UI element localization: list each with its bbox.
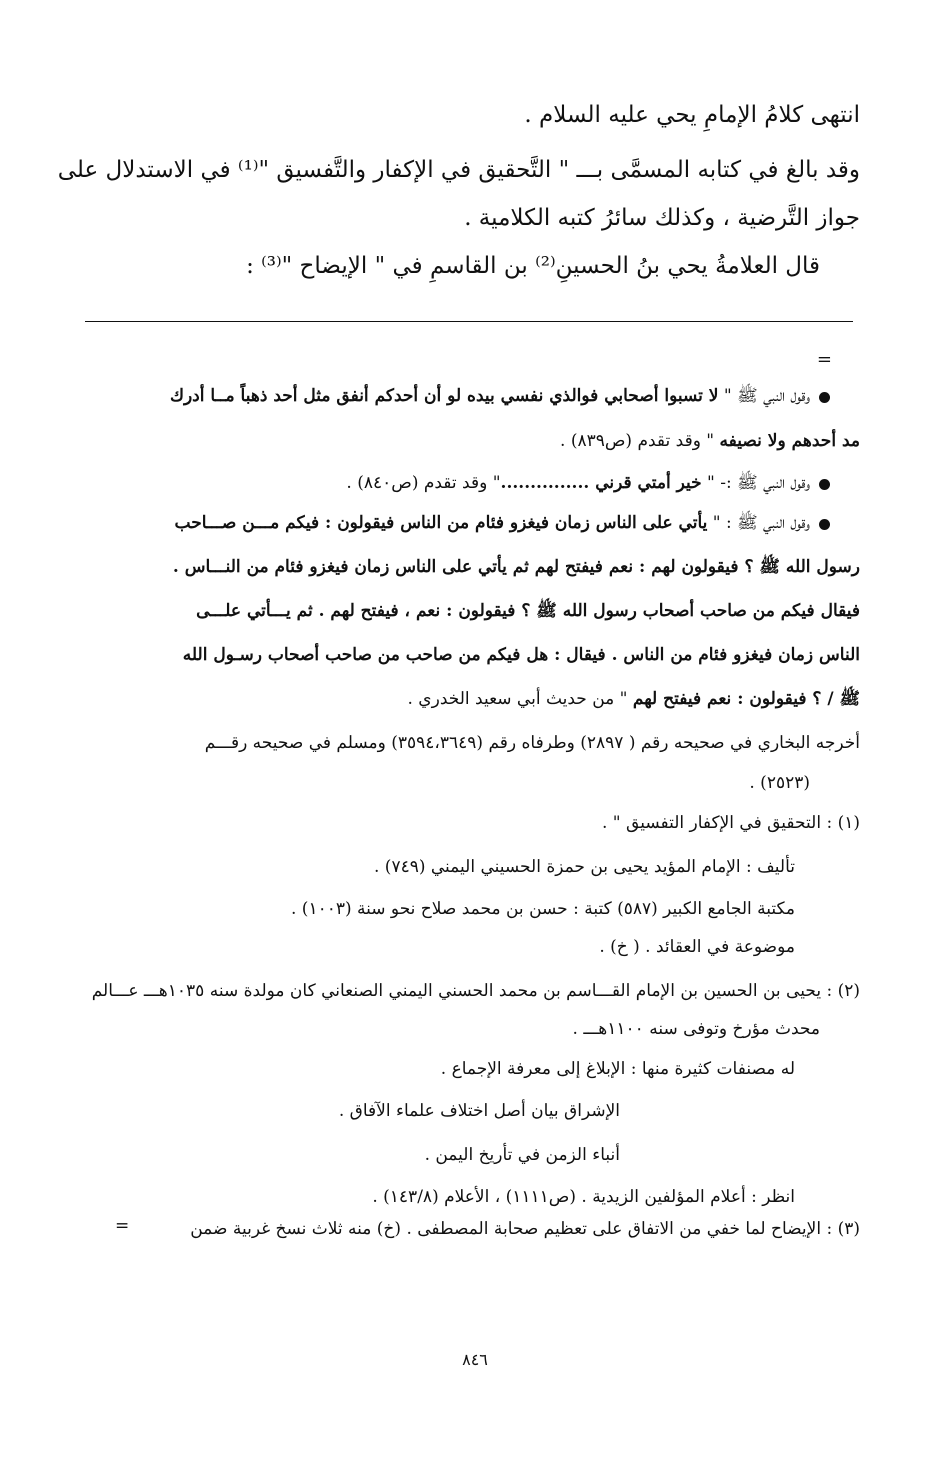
- bullet-icon: [819, 479, 830, 490]
- hadith-3-prefix: وقول النبي ﷺ : ": [707, 513, 810, 533]
- hadith-1-suffix: " وقد تقدم (ص٨٣٩) .: [560, 431, 720, 451]
- footnote-2-reference: انظر : أعلام المؤلفين الزيدية . (ص١١١١) ، الأعلام (١٤٣/٨) .: [372, 1187, 795, 1207]
- hadith-3-text-5: ﷺ / ؟ فيقولون : نعم فيفتح لهم: [632, 689, 860, 709]
- hadith-2-prefix: وقول النبي ﷺ :- ": [701, 473, 810, 493]
- footnote-2-line-2: محدث مؤرخ وتوفى سنه ١١٠٠هـــ .: [572, 1019, 820, 1039]
- hadith-3-suffix: " من حديث أبي سعيد الخدري .: [407, 689, 633, 709]
- footnote-2-work-1: الإشراق بيان أصل اختلاف علماء الآفاق .: [338, 1101, 620, 1121]
- hadith-2-text: خير أمتي قرني ...............: [500, 473, 702, 493]
- footnote-2-line-1: (٢) : يحيى بن الحسين بن الإمام القـــاسم بن محمد الحسني اليمني الصنعاني كان مولدة سنه ١٠٣٥هـــ عـــالم: [91, 981, 860, 1001]
- hadith-3-line-5: [408, 690, 861, 709]
- takhrij-line-1: أخرجه البخاري في صحيحه رقم ( ٢٨٩٧) وطرفاه رقم (٣٥٩٤،٣٦٤٩) ومسلم في صحيحه رقـــم: [204, 733, 860, 753]
- hadith-3-text-1: يأتي على الناس زمان فيغزو فئام من الناس فيقولون : فيكم مـــن صـــاحب: [174, 513, 708, 533]
- hadith-3-line-1: [175, 514, 810, 533]
- hadith-3-line-2: رسول الله ﷺ ؟ فيقولون لهم : نعم فيفتح لهم ثم يأتي على الناس زمان فيغزو فئام من النـــاس .: [172, 557, 860, 577]
- footnote-3: (٣) : الإيضاح لما خفي من الاتفاق على تعظيم صحابة المصطفى . (خ) منه ثلاث نسخ غربية ضمن: [190, 1219, 860, 1239]
- footnote-1-subject: موضوعة في العقائد . ( خ) .: [599, 937, 795, 957]
- bullet-icon: [819, 519, 830, 530]
- hadith-1-text-2: مد أحدهم ولا نصيفه: [719, 431, 860, 451]
- footnote-1-author: تأليف : الإمام المؤيد يحيى بن حمزة الحسيني اليمني (٧٤٩) .: [373, 857, 795, 877]
- footnote-1-library: مكتبة الجامع الكبير (٥٨٧) كتبة : حسن بن محمد صلاح نحو سنة (١٠٠٣) .: [291, 899, 795, 919]
- footnote-2-works: له مصنفات كثيرة منها : الإبلاغ إلى معرفة الإجماع .: [440, 1059, 795, 1079]
- hadith-1-text: لا تسبوا أصحابي فوالذي نفسي بيده لو أن أحدكم أنفق مثل أحد ذهباً مــا أدرك: [169, 386, 719, 406]
- hadith-3-line-4: الناس زمان فيغزو فئام من الناس . فيقال : هل فيكم من صاحب من صاحب أصحاب رسـول الله: [182, 645, 860, 665]
- main-line-3: جواز التَّرضية ، وكذلك سائرُ كتبه الكلامية .: [464, 205, 860, 231]
- hadith-1-prefix: وقول النبي ﷺ ": [718, 386, 810, 406]
- footnote-3-continuation: =: [115, 1216, 130, 1236]
- hadith-3-line-3: فيقال فيكم من صاحب أصحاب رسول الله ﷺ ؟ فيقولون : نعم ، فيفتح لهم . ثم يـــأتي علـــى: [196, 601, 860, 621]
- bullet-icon: [819, 392, 830, 403]
- hadith-1-line-2: [560, 432, 860, 451]
- takhrij-line-2: (٢٥٢٣) .: [749, 773, 810, 793]
- main-line-1: انتهى كلامُ الإمامِ يحي عليه السلام .: [524, 102, 860, 128]
- main-line-4: قال العلامةُ يحي بنُ الحسينِ⁽²⁾ بن القاسمِ في " الإيضاح "⁽³⁾ :: [246, 253, 820, 279]
- footnote-1-title: (١) : التحقيق في الإكفار التفسيق " .: [601, 813, 860, 833]
- hadith-2-line: [346, 474, 810, 493]
- continuation-mark: =: [816, 349, 832, 370]
- page-number: ٨٤٦: [462, 1350, 488, 1369]
- main-line-2: وقد بالغ في كتابه المسمَّى بـــ " التَّحقيق في الإكفار والتَّفسيق "⁽¹⁾ في الاستدلال على: [57, 157, 860, 183]
- footnote-separator: [85, 321, 853, 322]
- footnote-2-work-2: أنباء الزمن في تأريخ اليمن .: [424, 1145, 620, 1165]
- hadith-2-suffix: " وقد تقدم (ص٨٤٠) .: [346, 473, 501, 493]
- hadith-1-line-1: [170, 387, 810, 406]
